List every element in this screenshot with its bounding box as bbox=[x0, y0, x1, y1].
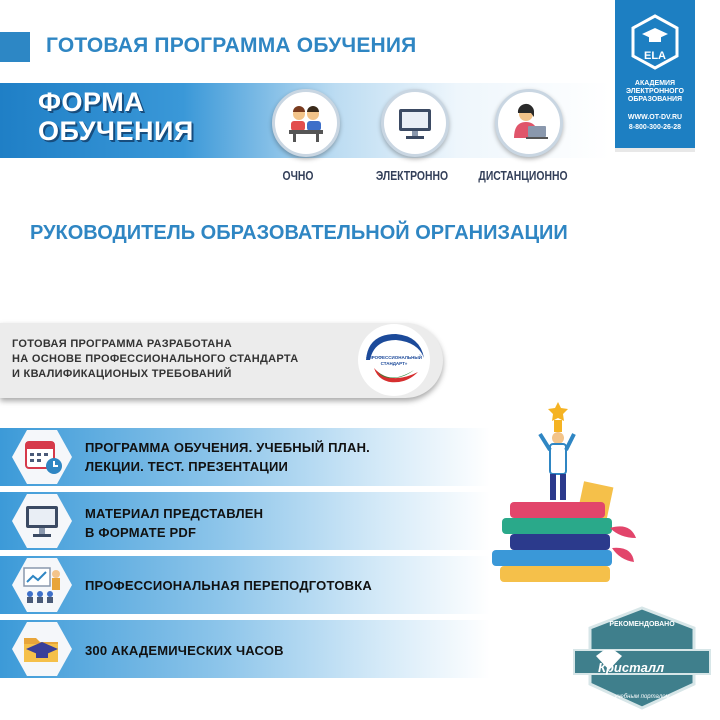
standard-text-line1: ГОТОВАЯ ПРОГРАММА РАЗРАБОТАНА bbox=[12, 338, 233, 350]
mode-electronic-circle bbox=[381, 89, 449, 157]
role-title: РУКОВОДИТЕЛЬ ОБРАЗОВАТЕЛЬНОЙ ОРГАНИЗАЦИИ bbox=[30, 222, 568, 244]
monitor-icon bbox=[384, 92, 446, 154]
person-with-laptop-icon bbox=[498, 92, 560, 154]
standard-text-line2: НА ОСНОВЕ ПРОФЕССИОНАЛЬНОГО СТАНДАРТА bbox=[12, 353, 299, 365]
form-title-line2: ОБУЧЕНИЯ bbox=[38, 116, 194, 146]
feature-row-3-line1: ПРОФЕССИОНАЛЬНАЯ ПЕРЕПОДГОТОВКА bbox=[85, 578, 372, 593]
standard-text bbox=[12, 337, 299, 382]
academy-name-line3: ОБРАЗОВАНИЯ bbox=[627, 96, 683, 103]
feature-row-4-text bbox=[85, 641, 284, 660]
form-title bbox=[38, 88, 194, 146]
badge-name: Кристалл bbox=[598, 660, 665, 675]
badge-bottom-text: учебным порталом bbox=[614, 694, 670, 700]
academy-name bbox=[615, 80, 695, 104]
form-title-line1: ФОРМА bbox=[38, 87, 145, 117]
academy-phone[interactable]: 8-800-300-26-28 bbox=[628, 124, 682, 131]
feature-row-2-line1: МАТЕРИАЛ ПРЕДСТАВЛЕН bbox=[85, 506, 264, 521]
academy-name-line1: АКАДЕМИЯ bbox=[634, 80, 676, 87]
standard-logo-text bbox=[346, 355, 442, 367]
badge-top-text: РЕКОМЕНДОВАНО bbox=[609, 621, 675, 628]
logo-abbr: ELA bbox=[644, 50, 666, 62]
standard-text-line3: И КВАЛИФИКАЦИОНЫХ ТРЕБОВАНИЙ bbox=[12, 368, 232, 380]
mode-label-distance: ДИСТАНЦИОННО bbox=[478, 168, 568, 183]
page-title: ГОТОВАЯ ПРОГРАММА ОБУЧЕНИЯ bbox=[46, 34, 417, 57]
feature-row-1-line2: ЛЕКЦИИ. ТЕСТ. ПРЕЗЕНТАЦИИ bbox=[85, 459, 289, 474]
ela-hexagon-logo bbox=[630, 14, 680, 70]
mode-label-electronic: ЭЛЕКТРОННО bbox=[375, 168, 449, 183]
feature-row-2-text bbox=[85, 504, 263, 542]
academy-site[interactable]: WWW.OT-DV.RU bbox=[627, 114, 683, 121]
mode-ochno-circle bbox=[272, 89, 340, 157]
mode-distance-circle bbox=[495, 89, 563, 157]
feature-row-3-text bbox=[85, 576, 372, 595]
standard-logo-line2: СТАНДАРТ» bbox=[380, 361, 408, 366]
academy-name-line2: ЭЛЕКТРОННОГО bbox=[626, 88, 684, 95]
mode-label-ochno: ОЧНО bbox=[282, 168, 314, 183]
feature-row-2-line2: В ФОРМАТЕ PDF bbox=[85, 525, 197, 540]
feature-row-1-line1: ПРОГРАММА ОБУЧЕНИЯ. УЧЕБНЫЙ ПЛАН. bbox=[85, 440, 370, 455]
header-marker bbox=[0, 32, 30, 62]
feature-row-4-line1: 300 АКАДЕМИЧЕСКИХ ЧАСОВ bbox=[85, 643, 284, 658]
books-trophy-illustration bbox=[480, 398, 640, 586]
standard-logo-line1: «ПРОФЕССИОНАЛЬНЫЙ bbox=[365, 355, 423, 360]
feature-row-1-text bbox=[85, 438, 370, 476]
people-at-table-icon bbox=[275, 92, 337, 154]
